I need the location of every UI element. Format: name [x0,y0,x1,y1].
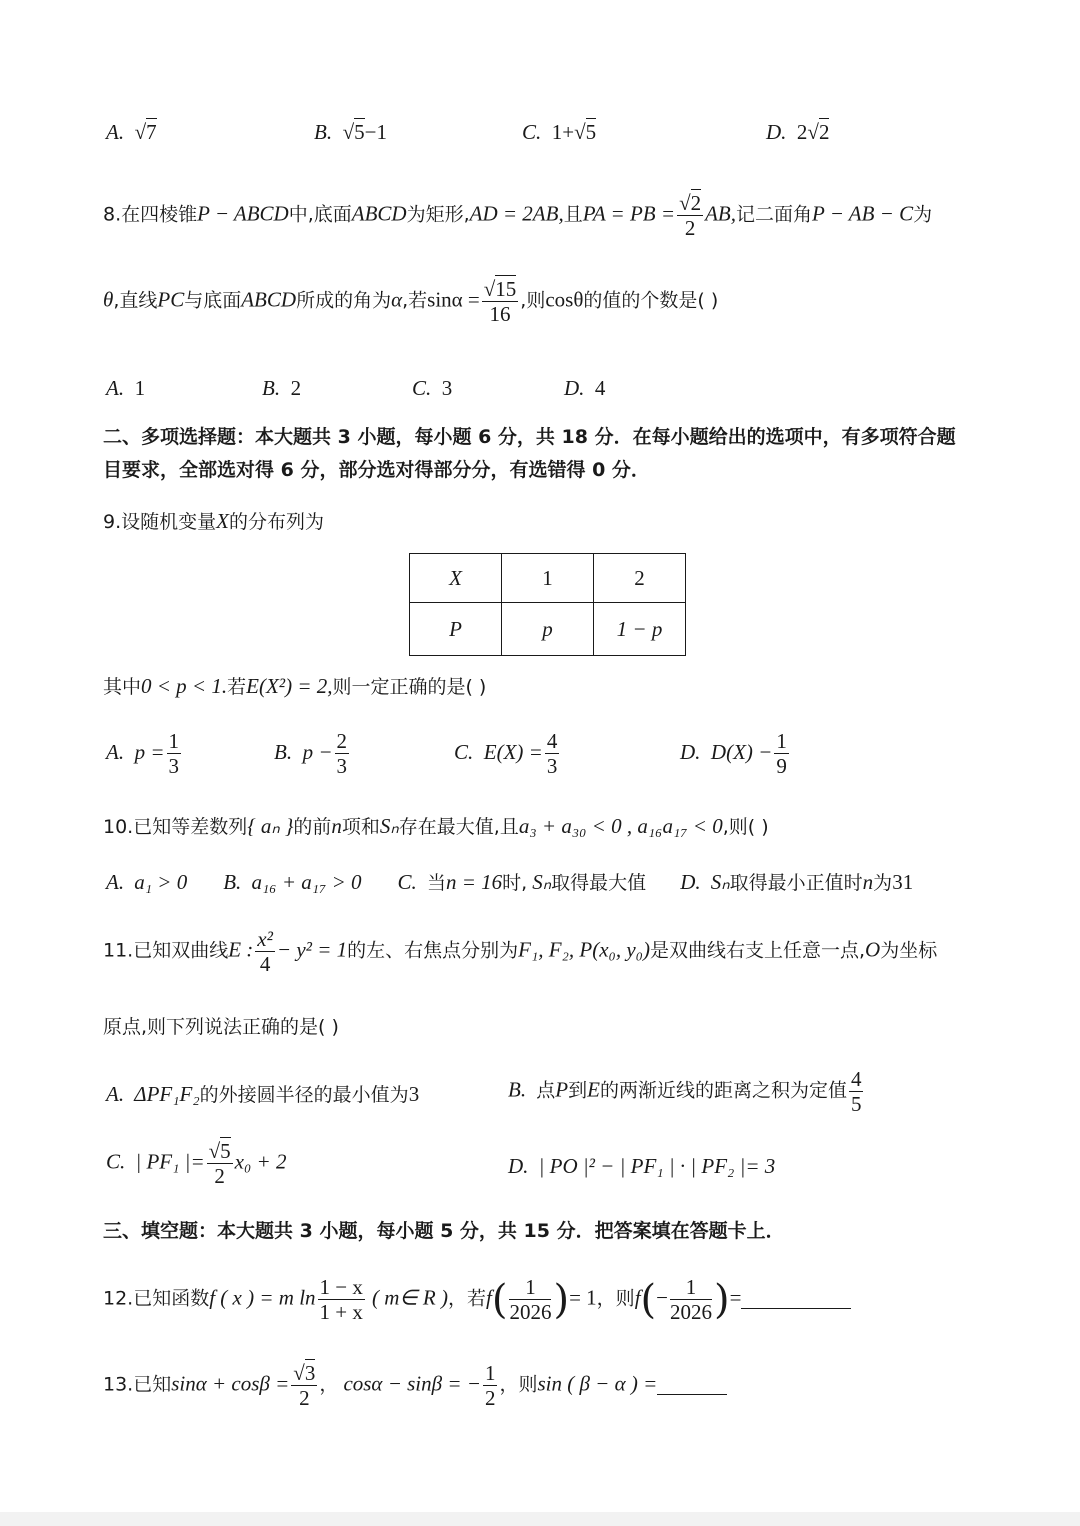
table-cell [410,554,502,603]
q7-option-c: C. 1+√5 [522,120,597,144]
table-row [410,554,686,603]
text: 与底面 [184,289,242,312]
denominator: 4 [259,952,271,977]
option-label: B. [508,1077,527,1102]
text: 11.已知双曲线 [103,939,229,962]
q8-stem-line1 [103,192,932,240]
cell-value: 1 [542,565,553,590]
text: 其中 [103,676,142,698]
option-value: a₁₆ + a₁₇ > 0 [251,870,362,894]
math: f [486,1285,492,1310]
q7-option-d: D. 2√2 [766,120,830,144]
option-head: 2 [796,120,808,144]
numerator: 1 [168,729,179,753]
cell-value: p [542,616,553,641]
denominator: 2 [684,216,696,241]
q9-option-b [274,730,351,778]
math: F₁, F₂, P(x₀, y₀) [518,937,650,962]
q13-stem: 13.已知sinα + cosβ = $\frac{√3}{2}$ ， cosα − sinβ = − $\frac{1}{2}$ ，则sin ( β − α ) = [103,1362,727,1410]
page-bottom-edge [0,1512,1080,1526]
text: ， [319,1373,339,1396]
denominator: 3 [336,754,347,779]
cell-value: 1 − p [616,616,663,641]
numerator: 1 [670,1276,712,1300]
text: 所成的角为 [296,289,392,312]
math: p = [134,739,165,764]
text: 的外接圆半径的最小值为 [199,1084,409,1106]
option-label: A. [106,1082,125,1106]
math: 0 < p < 1. [141,674,228,698]
denominator: 2026 [669,1300,712,1325]
math: Sₙ [379,814,399,838]
math: n [862,870,874,894]
denominator: 2 [484,1386,496,1411]
q11-option-a [106,1080,419,1107]
text: 项和 [341,816,380,838]
numerator: 1 [776,729,787,753]
math: PC [157,287,185,312]
text: 且 [563,203,583,226]
math: ( m∈ R ) [371,1285,448,1310]
math: ΔPF₁F₂ [134,1082,200,1106]
option-value: 7 [146,120,157,144]
math: Sₙ [710,870,730,894]
denominator: 1 + x [319,1300,363,1325]
q8-option-d [564,376,605,401]
text: 的两渐近线的距离之积为定值 [599,1079,847,1102]
option-label: C. [397,870,417,894]
denominator: 5 [850,1092,862,1117]
math: cosθ [545,287,584,312]
text: 取得最大值 [551,872,647,894]
math: E [587,1077,600,1102]
text: ,则 [520,289,546,312]
option-value: 2 [290,376,302,400]
cell-value: 2 [634,565,645,590]
option-value: 5 [354,120,365,144]
table-cell [594,554,686,603]
option-label: C. [106,1149,126,1174]
numerator: 2 [336,729,347,753]
text: 到 [568,1079,588,1102]
denominator: 3 [168,754,179,779]
q9-option-c [454,730,561,778]
numerator: 3 [304,1361,316,1385]
option-label: C. [412,376,432,400]
text: 若 [227,676,247,698]
numerator: 4 [850,1067,862,1091]
option-label: A. [106,376,125,400]
option-label: B. [274,739,293,764]
text: 为坐标 [880,939,938,962]
text: ，若 [448,1287,487,1310]
option-label: D. [680,739,701,764]
math: PA = PB = [582,201,676,226]
math: Sₙ [532,870,552,894]
option-label: D. [508,1154,529,1178]
math: ABCD [351,201,407,226]
fraction: $\frac{√15}{16}$ [483,277,517,327]
math: 31 [892,870,914,894]
q11-stem-line2: 原点,则下列说法正确的是( ) [103,1016,339,1038]
option-value: | PO |² − | PF₁ | · | PF₂ |= 3 [538,1154,776,1178]
option-label: D. [680,870,701,894]
text: 为 [873,872,893,894]
text: ,若 [402,289,428,312]
option-value: 3 [441,376,453,400]
numerator: 4 [546,729,558,753]
q11-stem [103,928,937,976]
q10-options [106,868,913,895]
option-label: C. [522,120,542,144]
math: − y² = 1 [276,937,348,962]
math: α [391,287,403,312]
option-label: B. [314,120,333,144]
math: f [634,1285,641,1310]
text: 存在最大值,且 [398,816,519,838]
text: 的值的个数是( ) [583,289,719,312]
math: { aₙ } [247,814,294,838]
text: 则一定正确的是( ) [332,676,487,698]
text: ，则 [596,1287,635,1310]
answer-blank[interactable] [657,1394,727,1395]
q12-stem: 12.已知函数f ( x ) = m ln $\frac{1 - x}{1 + x}$ ( m∈ R )，若f( $\frac{1}{2026}$ )= 1，则f(− $\frac{1}{2026}$ )= [103,1276,851,1324]
text: 的分布列为 [228,511,324,533]
math: AB, [705,201,736,226]
section2-heading-cont: 目要求，全部选对得 6 分，部分选对得部分分，有选错得 0 分． [103,459,650,481]
numerator: 1 − x [319,1275,363,1299]
table-cell [410,603,502,656]
option-value: a₁ > 0 [134,870,188,894]
text: 为矩形, [406,203,470,226]
denominator: 3 [546,754,558,779]
answer-blank[interactable] [741,1308,851,1309]
table-cell [594,603,686,656]
numerator: 1 [509,1276,551,1300]
math: = 1 [569,1285,597,1310]
text: 的前 [293,816,332,838]
math: − [656,1285,668,1310]
q7-option-a: A. √7 [106,120,157,144]
math: E : [228,937,254,962]
math: AD = 2AB, [469,201,564,226]
math: | PF₁ |= [135,1149,205,1174]
q8-option-b [262,376,301,401]
text: 点 [536,1079,556,1102]
numerator: 2 [690,191,702,215]
math: = [729,1285,742,1310]
text: 9.设随机变量 [103,511,217,533]
text: ,直线 [113,289,158,312]
text: ，则 [499,1373,538,1396]
numerator: 5 [220,1139,231,1163]
math: 3 [408,1082,420,1106]
math: O [865,937,881,962]
text: 的左、右焦点分别为 [347,939,519,962]
option-label: D. [564,376,585,400]
denominator: 2 [214,1164,225,1189]
q7-option-b: B. √5−1 [314,120,387,144]
text: 12.已知函数 [103,1287,210,1310]
math: E(X) = [483,739,543,764]
option-label: A. [106,870,125,894]
math: n [331,814,342,838]
q9-stem [103,507,324,534]
q8-stem-line2 [103,278,718,326]
text: 8.在四棱锥 [103,203,198,226]
math: f ( x ) = m ln [209,1285,316,1310]
math: p − [302,739,333,764]
option-label: A. [106,739,125,764]
math: P [555,1077,569,1102]
math: cosα − sinβ = − [343,1371,481,1396]
denominator: 16 [489,302,511,327]
option-label: C. [454,739,474,764]
math: θ [103,287,114,312]
math: E(X²) = 2, [246,674,333,698]
text: 记二面角 [736,203,813,226]
q11-option-c: C. | PF₁ |= $\frac{√5}{2}$ x₀ + 2 [106,1139,287,1189]
text: 为 [913,203,933,226]
text: 13.已知 [103,1373,172,1396]
text: ,则( ) [722,816,769,838]
text: 时, [502,872,528,894]
distribution-table [409,553,686,656]
text: 10.已知等差数列 [103,816,248,838]
q10-stem [103,812,769,839]
q9-option-d [680,730,791,778]
option-label: B. [223,870,242,894]
q8-option-c [412,376,452,401]
q11-option-b [508,1068,865,1116]
q8-option-a [106,376,145,401]
q9-option-a [106,730,183,778]
option-value: 1 [134,376,146,400]
math: P − AB − C [812,201,914,226]
math: x₀ + 2 [234,1149,287,1174]
option-value: 4 [594,376,606,400]
option-tail: −1 [364,120,387,144]
numerator: 1 [484,1361,496,1385]
denominator: 2 [299,1386,310,1411]
cell-value: X [449,565,462,590]
denominator: 2026 [509,1300,552,1325]
math: sin ( β − α ) = [537,1371,658,1396]
math: a₃ + a₃₀ < 0 , a₁₆a₁₇ < 0 [518,814,723,838]
fraction: $\frac{√2}{2}$ [679,191,702,241]
option-value: 2 [818,120,830,144]
numerator: x² [257,927,273,951]
q9-condition [103,672,486,699]
math: n = 16 [445,870,503,894]
section2-heading: 二、多项选择题：本大题共 3 小题，每小题 6 分，共 18 分．在每小题给出的选项中，有多项符合题 [103,426,956,448]
numerator: 15 [495,277,517,301]
table-cell [502,554,594,603]
math: X [216,509,229,533]
q11-option-d [508,1154,775,1179]
option-head: 1+ [551,120,575,144]
table-cell [502,603,594,656]
option-label: D. [766,120,787,144]
text: 当 [426,872,446,894]
math: D(X) − [710,739,773,764]
math: sinα = [427,287,480,312]
option-label: B. [262,376,281,400]
math: sinα + cosβ = [171,1371,290,1396]
option-value: 5 [585,120,597,144]
cell-value: P [449,616,462,641]
math: ABCD [241,287,297,312]
text: 取得最小正值时 [729,872,863,894]
denominator: 9 [776,754,787,779]
text: 中,底面 [288,203,352,226]
section3-heading: 三、填空题：本大题共 3 小题，每小题 5 分，共 15 分．把答案填在答题卡上． [103,1220,785,1242]
table-row [410,603,686,656]
option-label: A. [106,120,125,144]
text: 是双曲线右支上任意一点, [649,939,866,962]
math: P − ABCD [197,201,289,226]
